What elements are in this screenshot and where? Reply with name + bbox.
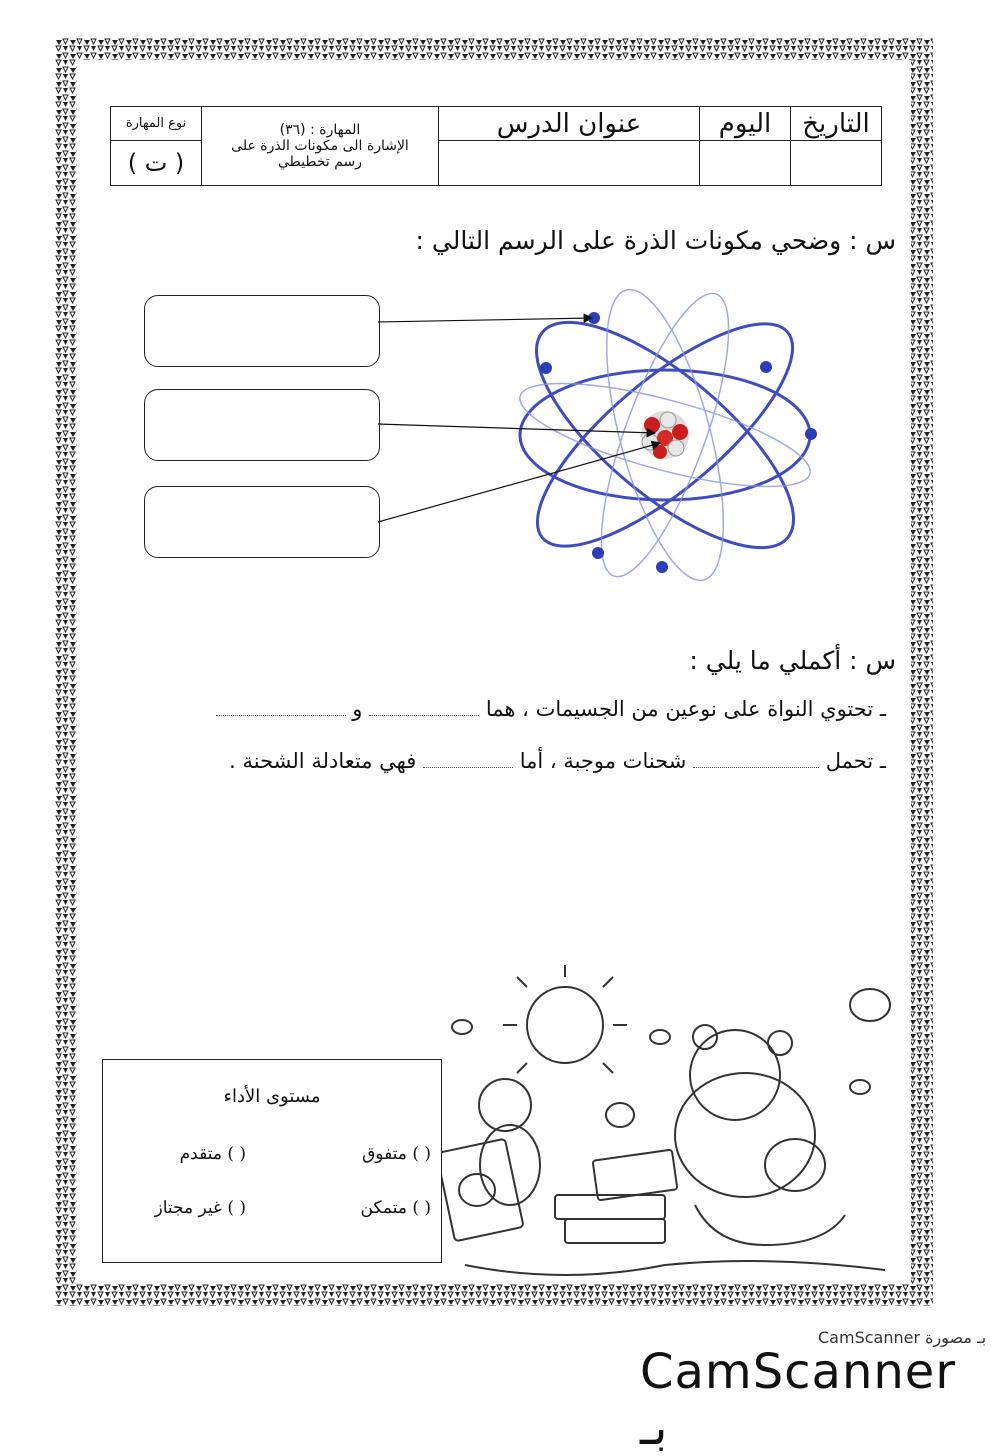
line2-text-a: ـ تحمل: [825, 749, 886, 773]
electron-4: [805, 428, 817, 440]
option-proficient[interactable]: ( ) متمكن: [360, 1198, 431, 1218]
cartoon-illustration: [405, 965, 905, 1290]
blank-4[interactable]: [423, 766, 513, 768]
lesson-title-label: عنوان الدرس: [439, 107, 700, 141]
blank-3[interactable]: [693, 766, 819, 768]
honey-pot: [765, 1139, 825, 1191]
pointer-to-electron: [378, 318, 592, 322]
watermark-large: CamScanner بـ: [640, 1344, 957, 1456]
book-stack-2: [565, 1219, 665, 1243]
skill-type-value: ( ت ): [111, 141, 202, 186]
date-value-cell[interactable]: [791, 141, 882, 186]
watermark-small: CamScanner بـ ﻣﺼﻮﺭﺓ: [818, 1328, 987, 1347]
performance-title: مستوى الأداء: [223, 1086, 321, 1107]
option-not-passed[interactable]: ( ) غير مجتاز: [154, 1198, 246, 1218]
skill-type-label: نوع المهارة: [111, 107, 202, 141]
fill-line-1: [216, 697, 886, 721]
book-open: [436, 1139, 523, 1242]
electron-6: [656, 561, 668, 573]
option-advanced[interactable]: ( ) متقدم: [179, 1144, 246, 1164]
question-2-text: س : أكملي ما يلي :: [689, 646, 896, 675]
header-table: [110, 106, 882, 186]
line2-text-b: شحنات موجبة ، أما: [519, 749, 687, 773]
answer-box-particle[interactable]: [144, 486, 380, 558]
bird-top: [850, 989, 890, 1021]
line1-text-b: و: [352, 697, 363, 721]
bird-small: [606, 1103, 634, 1127]
skill-label: المهارة : (٣٦): [279, 121, 361, 138]
line1-text-a: ـ تحتوي النواة على نوعين من الجسيمات ، هما: [485, 697, 886, 721]
option-excellent[interactable]: ( ) متفوق: [362, 1144, 431, 1164]
day-label: اليوم: [700, 107, 791, 141]
pointer-to-nucleus: [378, 424, 655, 433]
fill-line-2: [229, 749, 886, 773]
blank-1[interactable]: [369, 714, 479, 716]
electron-3: [760, 361, 772, 373]
pointer-lines: [370, 300, 670, 540]
question-1-text: س : وضحي مكونات الذرة على الرسم التالي :: [415, 226, 896, 255]
answer-box-electron[interactable]: [144, 295, 380, 367]
sun: [527, 987, 603, 1063]
line2-text-c: فهي متعادلة الشحنة .: [229, 749, 417, 773]
answer-box-nucleus[interactable]: [144, 389, 380, 461]
date-label: التاريخ: [791, 107, 882, 141]
electron-5: [592, 547, 604, 559]
piglet-head: [479, 1079, 531, 1131]
skill-cell: [202, 107, 439, 186]
skill-text-line1: الإشارة الى مكونات الذرة على: [231, 137, 409, 154]
bear-body: [675, 1073, 815, 1197]
blank-2[interactable]: [216, 714, 346, 716]
skill-text-line2: رسم تخطيطي: [277, 154, 363, 171]
pointer-to-particle: [378, 443, 660, 522]
lesson-title-value-cell[interactable]: [439, 141, 700, 186]
day-value-cell[interactable]: [700, 141, 791, 186]
performance-level-box: [102, 1059, 442, 1263]
